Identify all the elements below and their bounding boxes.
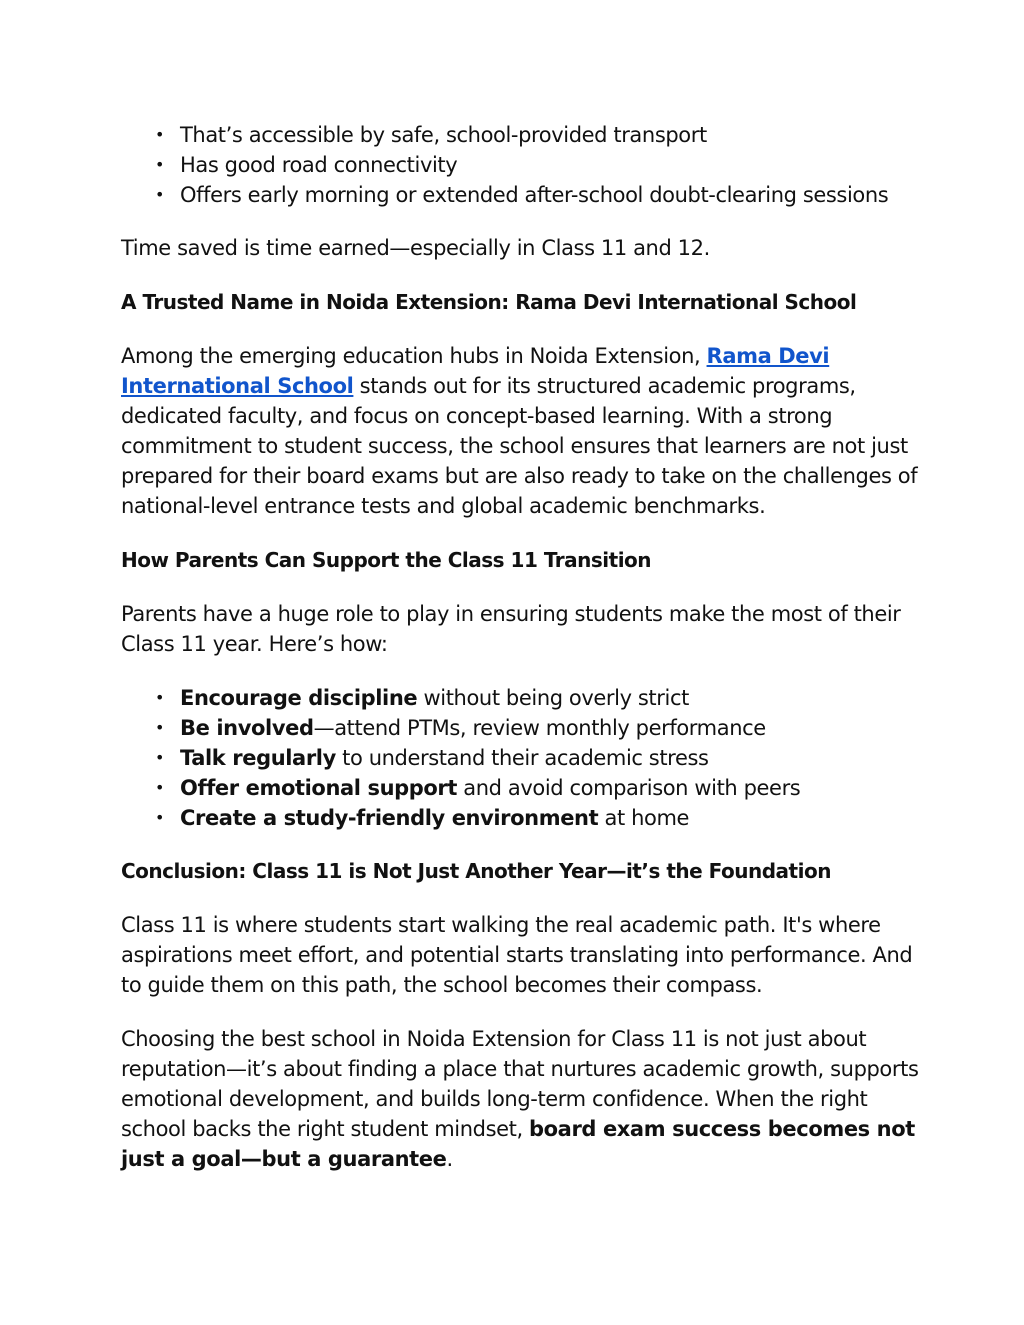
list-item (121, 803, 921, 833)
tip-text: to understand their academic stress (335, 746, 709, 770)
document-page (121, 120, 921, 1174)
trusted-text-after: stands out for its structured academic programs, dedicated faculty, and focus on concept-based learning. With a strong commitment to student success, the school ensures that learners are not just prepared for their board exams but are also ready to take on the challenges of national-level entrance tests and global academic benchmarks. (121, 374, 918, 518)
tip-bold-text: Create a study-friendly environment (180, 806, 599, 830)
list-item (121, 713, 921, 743)
tip-bold-text: Talk regularly (180, 746, 336, 770)
tip-text: at home (598, 806, 690, 830)
trusted-text-before: Among the emerging education hubs in Noida Extension, (121, 344, 707, 368)
heading-conclusion: Conclusion: Class 11 is Not Just Another Year—it’s the Foundation (121, 859, 831, 883)
time-saved-paragraph: Time saved is time earned—especially in Class 11 and 12. (121, 236, 710, 260)
heading-trusted-name: A Trusted Name in Noida Extension: Rama Devi International School (121, 290, 857, 314)
conclusion-text: Choosing the best school in Noida Extension for Class 11 is not just about reputation—it’s about finding a place that nurtures academic growth, supports emotional development, and builds long-term confidence. When the right school backs the right student mindset, (121, 1027, 919, 1141)
conclusion-end: . (446, 1147, 453, 1171)
tip-text: —attend PTMs, review monthly performance (313, 716, 766, 740)
conclusion-bold-text: board exam success becomes not just a goal—but a guarantee (121, 1117, 915, 1171)
conclusion-paragraph-1: Class 11 is where students start walking the real academic path. It's where aspirations meet effort, and potential starts translating into performance. And to guide them on this path, the school becomes their compass. (121, 913, 913, 997)
tip-bold-text: Be involved (180, 716, 314, 740)
transport-bullet-list (121, 120, 921, 210)
list-item: • Has good road connectivity (121, 150, 921, 180)
parents-intro-paragraph: Parents have a huge role to play in ensuring students make the most of their Class 11 year. Here’s how: (121, 602, 901, 656)
tip-bold-text: Offer emotional support (180, 776, 458, 800)
list-item: • That’s accessible by safe, school-provided transport (121, 120, 921, 150)
parent-tips-list (121, 683, 921, 833)
list-item (121, 773, 921, 803)
rama-devi-link[interactable]: Rama Devi International School (121, 344, 830, 398)
list-item: • Offers early morning or extended after-school doubt-clearing sessions (121, 180, 921, 210)
trusted-paragraph (121, 341, 921, 521)
tip-text: without being overly strict (417, 686, 689, 710)
heading-parents-support: How Parents Can Support the Class 11 Transition (121, 548, 652, 572)
tip-bold-text: Encourage discipline (180, 686, 418, 710)
conclusion-paragraph-2 (121, 1024, 921, 1174)
list-item (121, 683, 921, 713)
list-item (121, 743, 921, 773)
tip-text: and avoid comparison with peers (457, 776, 801, 800)
